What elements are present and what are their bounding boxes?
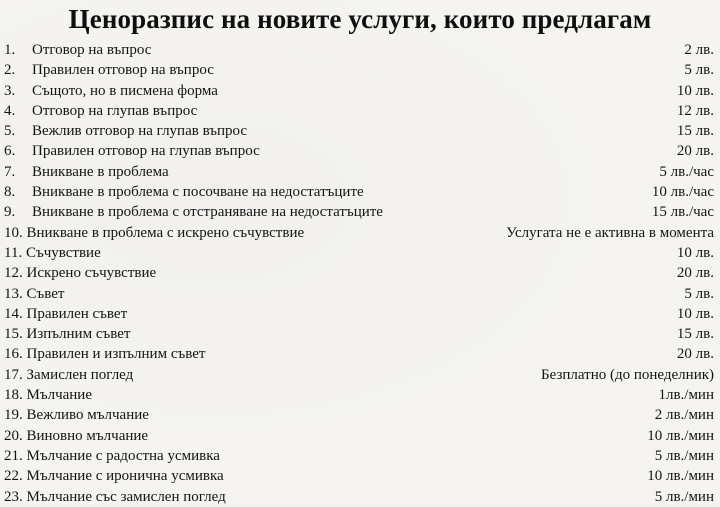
list-item [4, 446, 714, 466]
list-item [4, 344, 714, 364]
service-label-wrap [4, 243, 101, 263]
service-label-wrap [4, 223, 304, 243]
page-title: Ценоразпис на новите услуги, които предлагам [68, 4, 652, 34]
list-item [4, 466, 714, 486]
service-label-wrap [4, 426, 148, 446]
list-item [4, 426, 714, 446]
item-number: 18. [4, 387, 23, 404]
item-number: 12. [4, 265, 23, 282]
service-name: Мълчание с иронична усмивка [26, 468, 224, 485]
service-name: Отговор на глупав въпрос [32, 102, 198, 119]
item-number: 21. [4, 447, 23, 464]
service-name: Замислен поглед [26, 366, 134, 383]
list-item [4, 182, 714, 202]
list-item [4, 304, 714, 324]
price-list [4, 40, 714, 507]
item-number: 3. [4, 82, 16, 99]
list-item [4, 223, 714, 243]
service-label-wrap [4, 324, 130, 344]
service-name: Съвет [26, 285, 65, 302]
item-number: 1. [4, 42, 16, 58]
service-price: 5 лв./мин [654, 488, 714, 505]
list-item [4, 121, 714, 141]
list-item [4, 487, 714, 507]
service-price: 20 лв. [676, 265, 714, 282]
service-label-wrap [4, 344, 205, 364]
service-price: 12 лв. [676, 102, 714, 119]
service-price: 2 лв./мин [654, 407, 714, 424]
item-number: 4. [4, 102, 16, 119]
item-number: 20. [4, 427, 23, 444]
list-item [4, 101, 714, 121]
list-item [4, 243, 714, 263]
service-price: 15 лв. [676, 123, 714, 140]
service-price: Услугата не е активна в момента [506, 224, 714, 241]
service-name: Вникване в проблема с отстраняване на недостатъците [32, 204, 383, 221]
service-price: 10 лв./мин [647, 427, 714, 444]
item-number: 7. [4, 163, 16, 180]
service-price: 20 лв. [676, 143, 714, 160]
item-number: 2. [4, 62, 16, 79]
service-label-wrap [32, 162, 169, 182]
item-number: 19. [4, 407, 23, 424]
service-price: 15 лв./час [651, 204, 714, 221]
service-price: 5 лв./мин [654, 447, 714, 464]
service-name: Мълчание със замислен поглед [26, 488, 226, 505]
item-number: 15. [4, 326, 23, 343]
item-number: 8. [4, 184, 16, 201]
item-number: 16. [4, 346, 23, 363]
list-item [4, 81, 714, 101]
service-price: 5 лв./час [659, 163, 714, 180]
service-label-wrap [4, 304, 127, 324]
service-price: 2 лв. [684, 42, 714, 58]
service-price: 10 лв. [676, 244, 714, 261]
service-label-wrap [32, 101, 197, 121]
service-label-wrap [4, 365, 133, 385]
service-name: Правилен отговор на въпрос [32, 62, 214, 79]
service-name: Същото, но в писмена форма [32, 82, 218, 99]
item-number: 5. [4, 123, 16, 140]
list-item [4, 263, 714, 283]
service-price: 15 лв. [676, 326, 714, 343]
service-label-wrap [4, 263, 156, 283]
item-number: 22. [4, 468, 23, 485]
service-label-wrap [4, 446, 220, 466]
list-item [4, 284, 714, 304]
list-item [4, 40, 714, 60]
item-number: 10. [4, 224, 23, 241]
service-name: Мълчание [26, 387, 92, 404]
service-label-wrap [32, 60, 214, 80]
service-price: 1лв./мин [658, 387, 714, 404]
service-label-wrap [32, 202, 383, 222]
list-item [4, 365, 714, 385]
list-item [4, 405, 714, 425]
list-item [4, 60, 714, 80]
service-price: 5 лв. [684, 62, 714, 79]
service-name: Правилен отговор на глупав въпрос [32, 143, 260, 160]
service-label-wrap [4, 405, 149, 425]
list-item [4, 202, 714, 222]
service-name: Вникване в проблема с посочване на недостатъците [32, 184, 364, 201]
item-number: 17. [4, 366, 23, 383]
item-number: 23. [4, 488, 23, 505]
service-price: 10 лв./час [651, 184, 714, 201]
item-number: 13. [4, 285, 23, 302]
service-label-wrap [4, 385, 92, 405]
service-label-wrap [4, 466, 224, 486]
item-number: 6. [4, 143, 16, 160]
service-name: Отговор на въпрос [32, 42, 152, 58]
service-label-wrap [32, 182, 364, 202]
service-price: 20 лв. [676, 346, 714, 363]
service-price: Безплатно (до понеделник) [541, 366, 714, 383]
service-label-wrap [32, 121, 247, 141]
service-name: Виновно мълчание [26, 427, 149, 444]
list-item [4, 385, 714, 405]
service-name: Вежливо мълчание [26, 407, 149, 424]
service-price: 10 лв./мин [647, 468, 714, 485]
service-label-wrap [4, 487, 226, 507]
service-name: Вежлив отговор на глупав въпрос [32, 123, 248, 140]
service-name: Изпълним съвет [26, 326, 131, 343]
item-number: 9. [4, 204, 16, 221]
service-label-wrap [32, 141, 260, 161]
service-price: 10 лв. [676, 82, 714, 99]
service-name: Вникване в проблема с искрено съчувствие [26, 224, 305, 241]
service-name: Съчувствие [25, 244, 101, 261]
service-name: Правилен и изпълним съвет [26, 346, 206, 363]
service-price: 10 лв. [676, 305, 714, 322]
item-number: 14. [4, 305, 23, 322]
service-label-wrap [32, 81, 218, 101]
service-price: 5 лв. [684, 285, 714, 302]
service-label-wrap [32, 40, 151, 60]
list-item [4, 162, 714, 182]
service-name: Вникване в проблема [32, 163, 169, 180]
service-name: Мълчание с радостна усмивка [26, 447, 220, 464]
item-number: 11. [4, 244, 23, 261]
service-label-wrap [4, 284, 64, 304]
service-name: Искрено съчувствие [26, 265, 157, 282]
service-name: Правилен съвет [26, 305, 128, 322]
list-item [4, 141, 714, 161]
list-item [4, 324, 714, 344]
